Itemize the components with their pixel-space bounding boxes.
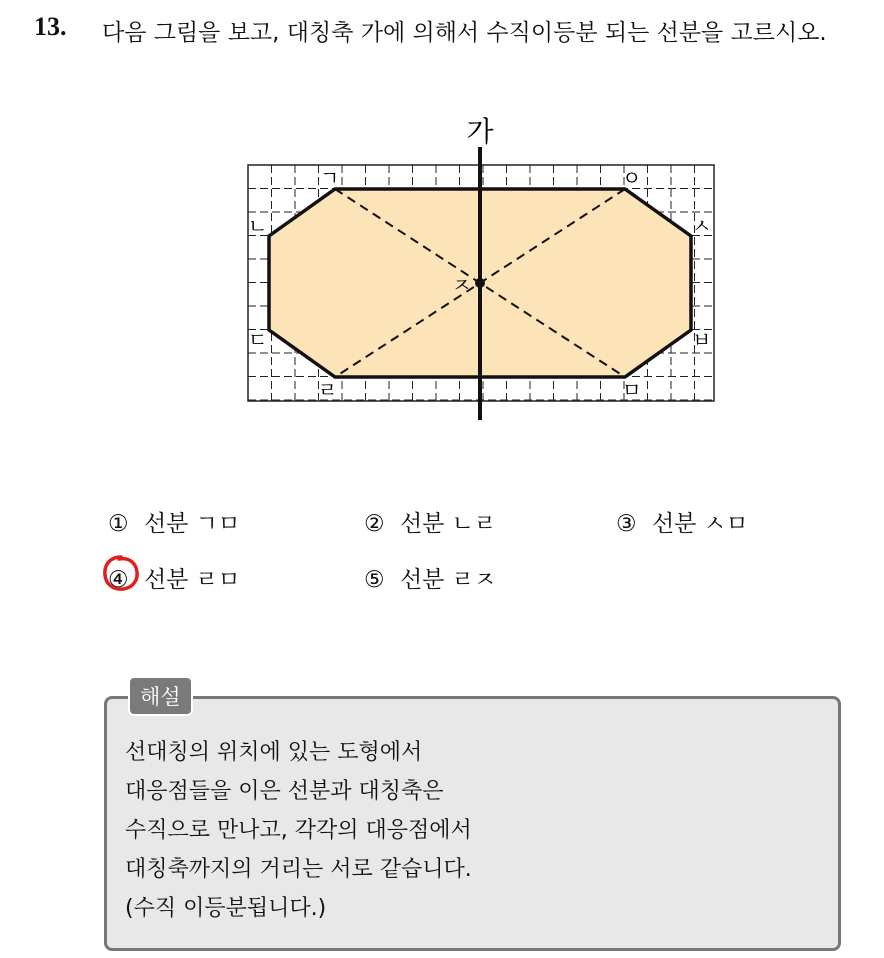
choice-3-symbol: ③ — [616, 511, 637, 537]
choice-3-text: 선분 ㅅㅁ — [651, 511, 749, 537]
label-r: ㄹ — [318, 378, 338, 402]
explanation-line: 선대칭의 위치에 있는 도형에서 — [125, 740, 423, 765]
choice-1-symbol: ① — [108, 511, 129, 537]
explanation-tag: 해설 — [128, 676, 193, 716]
choice-1[interactable] — [108, 505, 240, 538]
label-g: ㄱ — [320, 166, 340, 190]
label-m: ㅁ — [622, 378, 642, 402]
label-n: ㄴ — [248, 214, 268, 238]
choice-5[interactable] — [364, 561, 496, 594]
choice-2-symbol: ② — [364, 511, 385, 537]
axis-label: 가 — [466, 115, 494, 148]
label-j: ㅈ — [452, 273, 472, 297]
choice-4-text: 선분 ㄹㅁ — [143, 567, 241, 593]
explanation-line: 대응점들을 이은 선분과 대칭축은 — [125, 779, 444, 804]
explanation-line: 대칭축까지의 거리는 서로 같습니다. — [125, 857, 472, 882]
choice-2-text: 선분 ㄴㄹ — [399, 511, 497, 537]
explanation-text — [125, 733, 472, 928]
choice-4-symbol: ④ — [108, 567, 129, 593]
label-o: ㅇ — [622, 166, 642, 190]
choice-1-text: 선분 ㄱㅁ — [143, 511, 241, 537]
question-text: 다음 그림을 보고, 대칭축 가에 의해서 수직이등분 되는 선분을 고르시오. — [102, 20, 827, 46]
choice-2[interactable] — [364, 505, 496, 538]
choice-5-symbol: ⑤ — [364, 567, 385, 593]
explanation-line: (수직 이등분됩니다.) — [125, 896, 327, 921]
question-number: 13. — [34, 12, 67, 41]
choice-3[interactable] — [616, 505, 748, 538]
label-d: ㄷ — [248, 328, 268, 352]
center-point — [475, 278, 485, 288]
choice-5-text: 선분 ㄹㅈ — [399, 567, 497, 593]
answer-circle-mark — [101, 553, 141, 593]
label-s: ㅅ — [692, 214, 712, 238]
explanation-line: 수직으로 만나고, 각각의 대응점에서 — [125, 818, 472, 843]
label-b: ㅂ — [692, 328, 712, 352]
symmetry-figure — [240, 115, 720, 425]
